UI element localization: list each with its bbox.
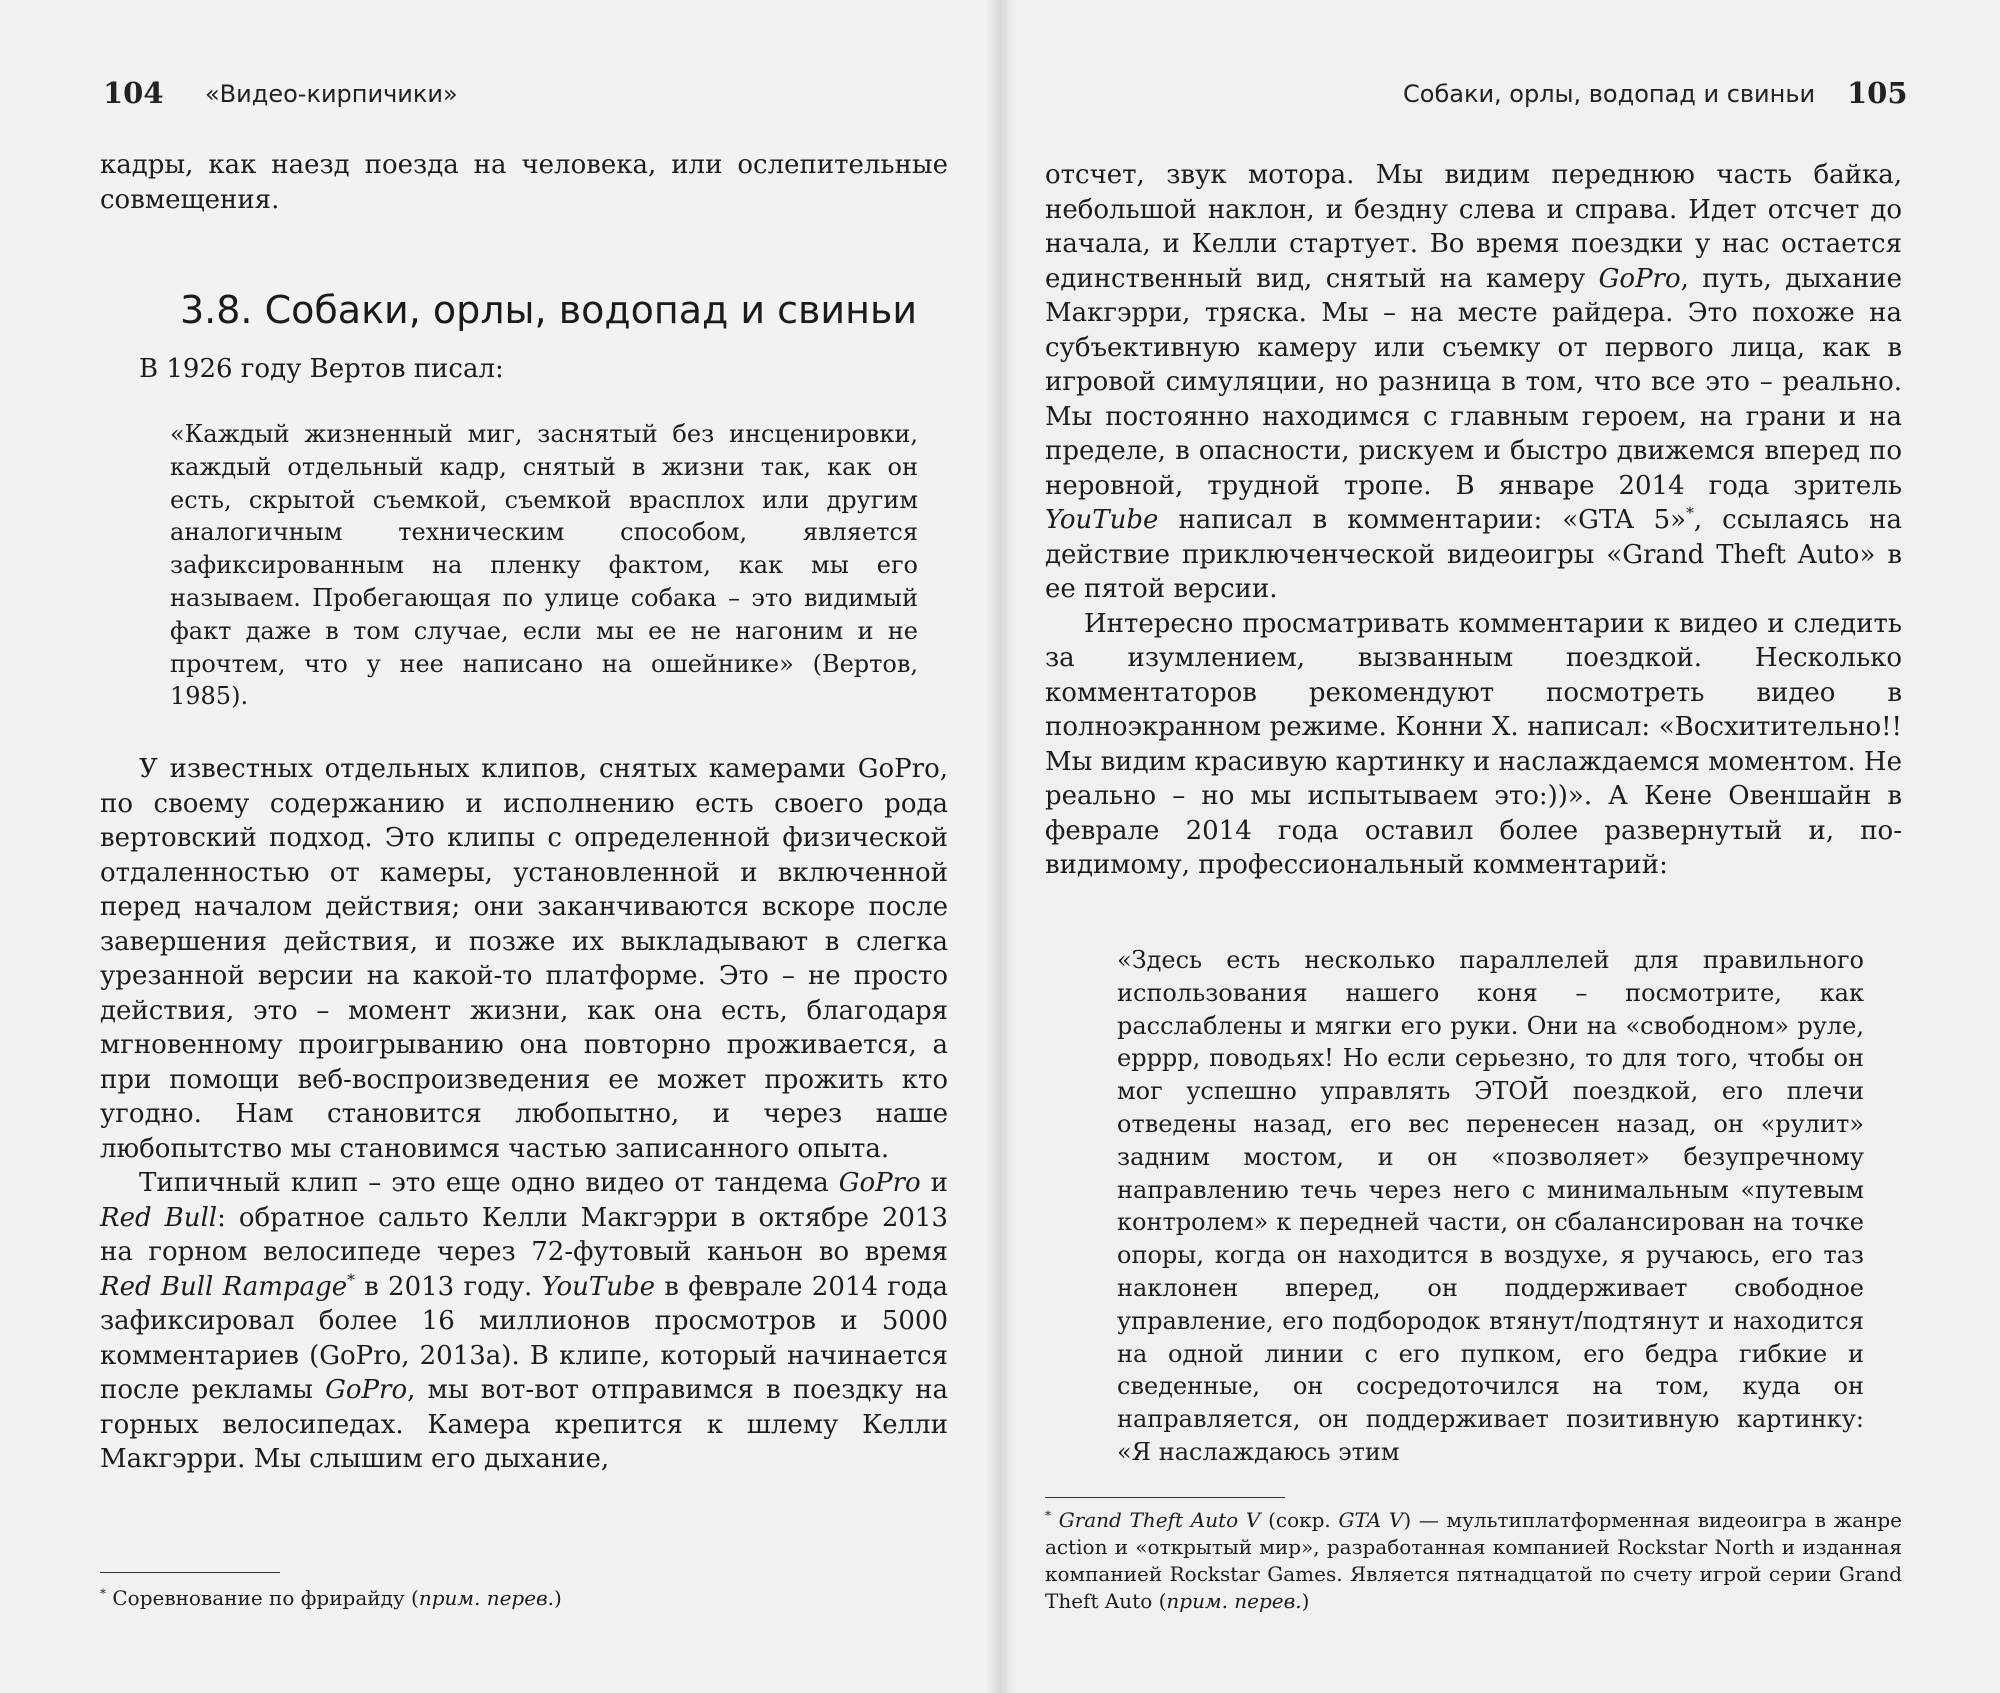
left-page-number: 104 (103, 76, 164, 110)
left-body (100, 752, 948, 1477)
right-page-number: 105 (1847, 76, 1908, 110)
vertov-quote-text: «Каждый жизненный миг, заснятый без инсценировки, каждый отдельный кадр, снятый в жизни так, как он есть, скрытой съемкой, съемкой врасплох или другим аналогичным техническим способом, является зафиксированным на пленку фактом, как мы его называем. Пробегающая по улице собака – это видимый факт даже в том случае, если мы ее не нагоним и не прочтем, что у нее написано на ошейнике» (Вертов, 1985). (170, 420, 918, 711)
left-footnote-text: * Соревнование по фрирайду (прим. перев.) (100, 1586, 562, 1610)
oweneshine-quote-text: «Здесь есть несколько параллелей для правильного использования нашего коня – посмотрите, как расслаблены и мягки его руки. Они на «свободном» руле, ерррр, поводьях! Но если серьезно, то для того, чтобы он мог успешно управлять ЭТОЙ поездкой, его плечи отведены назад, его вес перенесен назад, он «рулит» задним мостом, и он «позволяет» безупречному направлению течь через него с минимальным «путевым контролем» к передней части, он сбалансирован на точке опоры, когда он находится в воздухе, я ручаюсь, его таз наклонен вперед, он поддерживает свободное управление, его подбородок втянут/подтянут и находится на одной линии с его пупком, его бедра гибкие и сведенные, он сосредоточился на том, куда он направляется, он поддерживает позитивную картинку: «Я наслаждаюсь этим (1117, 946, 1864, 1466)
book-gutter-shadow (985, 0, 1015, 1693)
paragraph-ride-continued: отсчет, звук мотора. Мы видим переднюю часть байка, небольшой наклон, и бездну слева и справа. Идет отсчет до начала, и Келли стартует. Во время поездки у нас остается единственный вид, снятый на камеру GoPro, путь, дыхание Макгэрри, тряска. Мы – на месте райдера. Это похоже на субъективную камеру или съемку от первого лица, как в игровой симуляции, но разница в том, что все это – реально. Мы постоянно находимся с главным героем, на грани и на пределе, в опасности, рискуем и быстро движемся вперед по неровной, трудной тропе. В январе 2014 года зритель YouTube написал в комментарии: «GTA 5»*, ссылаясь на действие приключенческой видеоигры «Grand Theft Auto» в ее пятой версии. (1045, 160, 1902, 604)
left-footnote-rule (100, 1572, 280, 1573)
oweneshine-quote (1117, 944, 1864, 1469)
right-footnote-rule (1045, 1497, 1285, 1498)
right-page (1000, 0, 2000, 1693)
right-body (1045, 158, 1902, 883)
left-running-head: «Видео-кирпичики» (205, 80, 458, 108)
footnote-ref: * (347, 1270, 355, 1289)
intro-line: В 1926 году Вертов писал: (139, 354, 504, 384)
paragraph-typical-clip: Типичный клип – это еще одно видео от тандема GoPro и Red Bull: обратное сальто Келли Макгэрри в октябре 2013 на горном велосипеде через 72-футовый каньон во время Red Bull Rampage* в 2013 году. YouTube в феврале 2014 года зафиксировал более 16 миллионов просмотров и 5000 комментариев (GoPro, 2013a). В клипе, который начинается после рекламы GoPro, мы вот-вот отправимся в поездку на горных велосипедах. Камера крепится к шлему Келли Макгэрри. Мы слышим его дыхание, (100, 1168, 949, 1474)
vertov-quote (170, 418, 918, 713)
section-heading: 3.8. Собаки, орлы, водопад и свиньи (180, 288, 918, 332)
footnote-ref: * (1686, 504, 1694, 523)
paragraph-comments: Интересно просматривать комментарии к видео и следить за изумлением, вызванным поездкой. Несколько комментаторов рекомендуют посмотреть видео в полноэкранном режиме. Конни Х. написал: «Восхитительно!! Мы видим красивую картинку и наслаждаемся моментом. Не реально – но мы испытываем это:))». А Кене Овеншайн в феврале 2014 года оставил более развернутый и, по-видимому, профессиональный комментарий: (1045, 608, 1902, 880)
right-footnote (1045, 1507, 1902, 1615)
right-running-head: Собаки, орлы, водопад и свиньи (1403, 80, 1816, 108)
left-top-text (100, 148, 948, 217)
paragraph-gopro-vertov: У известных отдельных клипов, снятых камерами GoPro, по своему содержанию и исполнению есть своего рода вертовский подход. Это клипы с определенной физической отдаленностью от камеры, установленной и включенной перед началом действия; они заканчиваются вскоре после завершения действия, и позже их выкладывают в слегка урезанной версии на какой-то платформе. Это – не просто действия, это – момент жизни, как она есть, благодаря мгновенному проигрыванию она повторно проживается, а при помощи веб-воспроизведения ее может прожить кто угодно. Нам становится любопытно, и через наше любопытство мы становимся частью записанного опыта. (100, 754, 948, 1164)
carryover-paragraph: кадры, как наезд поезда на человека, или ослепительные совмещения. (100, 150, 948, 215)
left-footnote (100, 1585, 948, 1612)
intro-block (100, 352, 948, 387)
right-footnote-text: * Grand Theft Auto V (сокр. GTA V) — мультиплатформенная видеоигра в жанре action и «открытый мир», разработанная компанией Rockstar North и изданная компанией Rockstar Games. Является пятнадцатой по счету игрой серии Grand Theft Auto (прим. перев.) (1045, 1508, 1903, 1613)
